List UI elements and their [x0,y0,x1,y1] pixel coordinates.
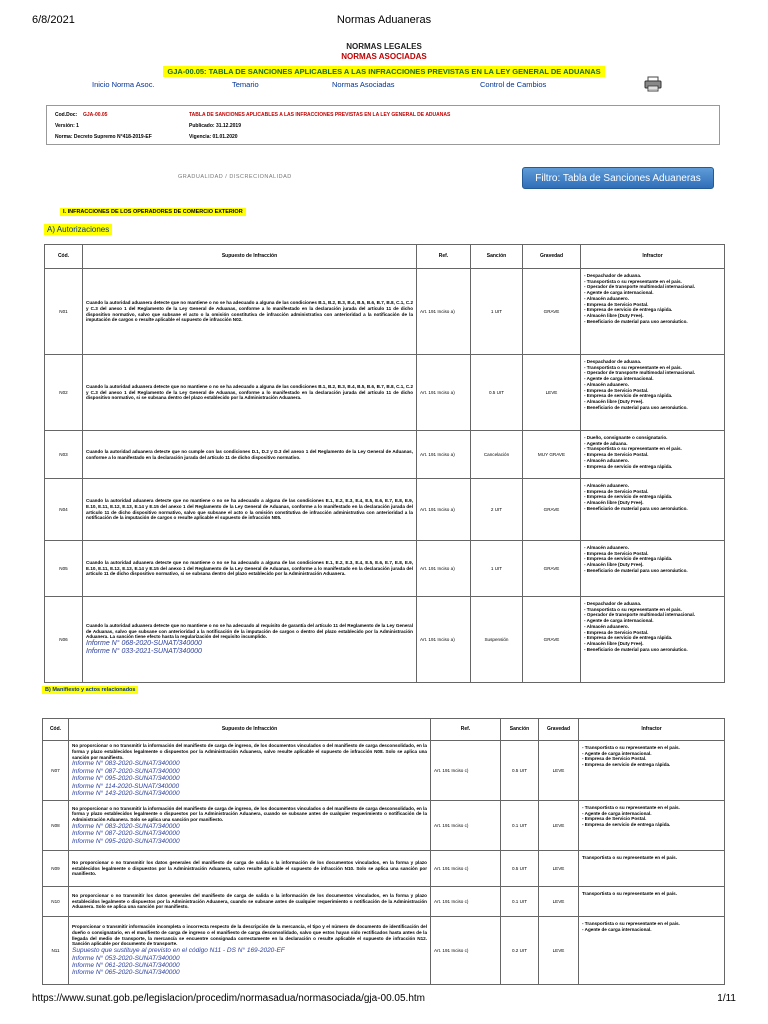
informe-link[interactable]: Informe N° 068-2020-SUNAT/340000 [86,640,202,648]
cell-gravedad [539,917,579,985]
cell-supuesto-text: No proporcionar o no transmitir los datos generales del manifiesto de carga de salida o la información de los documentos vinculados, en la forma y plazo establecidos legalmente o dispuestos por la Administración Aduanera, salvo resulte aplicable el supuesto de infracción N10. Solo se aplica una sanción por manifiesto. [72,859,427,877]
header-normas-legales: NORMAS LEGALES [346,42,422,51]
table-row [45,431,725,479]
section-a-title: A) Autorizaciones [44,224,112,235]
cell-infractor [581,479,725,541]
cell-ref-text: Art. 191 Inciso a) [420,565,455,571]
cell-cod [45,269,83,355]
cell-sancion [471,431,523,479]
cell-ref-text: Art. 191 Inciso c) [434,865,469,871]
col-infractor: Infractor [579,719,725,741]
cell-ref-text: Art. 191 Inciso c) [434,898,469,904]
cell-gravedad-text: LEVE [552,865,565,871]
cell-supuesto [69,887,431,917]
cell-ref-text: Art. 191 Inciso a) [420,451,455,457]
meta-vigencia: Vigencia: 01.01.2020 [189,134,238,140]
cell-gravedad-text: LEVE [552,767,565,773]
cell-sancion-text: Suspensión [484,636,509,642]
informe-link[interactable]: Informe N° 095-2020-SUNAT/340000 [72,775,180,783]
col-cod: Cód. [43,719,69,741]
cell-sancion-text: 0.1 UIT [511,898,528,904]
nav-temario-link[interactable]: Temario [232,80,259,89]
document-header [0,42,768,79]
cell-sancion [471,355,523,431]
cell-gravedad [539,801,579,851]
cell-ref [431,851,501,887]
cell-gravedad-text: LEVE [552,898,565,904]
table-row [45,269,725,355]
cell-gravedad [523,541,581,597]
informe-link[interactable]: Informe N° 053-2020-SUNAT/340000 [72,954,180,962]
cell-ref-text: Art. 191 Inciso c) [434,767,469,773]
cell-sancion [501,851,539,887]
cell-ref-text: Art. 191 Inciso a) [420,636,455,642]
cell-sancion-text: 0.5 UIT [511,865,528,871]
cell-gravedad-text: GRAVE [543,636,560,642]
cell-infractor-text: - Despachador de aduana. - Transportista o su representante en el país. - Operador de transporte multimodal internacional. - Agente de carga internacional. - Almacén aduanero. - Empresa de Servicio Postal. - Empresa de servicio de entrega rápida. - Almacén libre (Duty Free). - Beneficiario de material para uso aeronáutico. [584,601,696,652]
cell-cod [45,597,83,683]
cell-ref-text: Art. 191 Inciso a) [420,308,455,314]
cell-sancion [501,887,539,917]
cell-infractor [579,887,725,917]
meta-cod-label: Cod.Doc: [55,112,78,118]
cell-sancion-text: 0.1 UIT [511,822,528,828]
section-1-title: I. INFRACCIONES DE LOS OPERADORES DE COMERCIO EXTERIOR [60,208,246,216]
cell-infractor [579,917,725,985]
cell-ref [417,269,471,355]
cell-sancion-text: 0.2 UIT [511,947,528,953]
table-row [43,801,725,851]
cell-ref-text: Art. 191 Inciso a) [420,506,455,512]
footer-url[interactable]: https://www.sunat.gob.pe/legislacion/procedim/normasadua/normasociada/gja-00.05.htm [32,993,425,1004]
meta-norma: Norma: Decreto Supremo N°418-2019-EF [55,134,152,140]
cell-sancion-text: 2 UIT [490,506,503,512]
meta-cod-value: GJA-00.05 [83,112,108,118]
informe-link[interactable]: Informe N° 061-2020-SUNAT/340000 [72,961,180,969]
cell-infractor-text: Transportista o su representante en el país. [582,891,677,896]
cell-gravedad [523,597,581,683]
cell-supuesto-text: Cuando la autoridad aduanera detecte que no cumple con las condiciones D.1, D.2 y D.3 del anexo 1 del Reglamento de la Ley General de Aduanas, conforme a lo manifestado en la declaración jurada del artículo 11 de dicho dispositivo normativo. [86,448,413,460]
table-row [43,851,725,887]
cell-gravedad-text: GRAVE [543,565,560,571]
cell-sancion-text: 1 UIT [490,565,503,571]
nav-normas-asociadas-link[interactable]: Normas Asociadas [332,80,395,89]
cell-gravedad [539,741,579,801]
cell-supuesto [69,917,431,985]
informe-link[interactable]: Informe N° 087-2020-SUNAT/340000 [72,767,180,775]
cell-infractor [581,597,725,683]
print-footer [32,993,736,1004]
col-infractor: Infractor [581,245,725,269]
cell-sancion-text: 0.5 UIT [488,389,505,395]
cell-sancion-text: 1 UIT [490,308,503,314]
cell-ref-text: Art. 191 Inciso c) [434,947,469,953]
meta-publicado: Publicado: 31.12.2019 [189,123,241,129]
cell-infractor-text: - Almacén aduanero. - Empresa de Servicio Postal. - Empresa de servicio de entrega rápida. - Almacén libre (Duty Free). - Beneficiario de material para uso aeronáutico. [584,483,688,511]
cell-ref [417,431,471,479]
cell-cod-text: N04 [59,506,68,512]
cell-supuesto [69,851,431,887]
informe-link[interactable]: Informe N° 114-2020-SUNAT/340000 [72,782,180,790]
print-header [32,14,736,30]
cell-gravedad [523,431,581,479]
cell-sancion [471,269,523,355]
informe-link[interactable]: Informe N° 143-2020-SUNAT/340000 [72,790,180,798]
cell-cod-text: N01 [59,308,68,314]
cell-infractor [579,801,725,851]
cell-supuesto-text: No proporcionar o no transmitir la información del manifiesto de carga de ingreso, de los documentos vinculados o del manifiesto de carga desconsolidado, en la forma y plazo establecidos legalmente o dispuestos por la Administración Aduanera, salvo resulte aplicable el supuesto de infracción N08. Solo se aplica una sanción por manifiesto. [72,743,427,760]
table-manifiesto [42,718,725,985]
cell-infractor-text: Transportista o su representante en el país. [582,855,677,860]
table-row [45,541,725,597]
cell-ref [417,479,471,541]
cell-supuesto [83,479,417,541]
informe-link[interactable]: Supuesto que sustituye al previsto en el código N11 - DS N° 169-2020-EF [72,947,285,955]
informe-link[interactable]: Informe N° 095-2020-SUNAT/340000 [72,837,180,845]
table-row [45,597,725,683]
col-supuesto: Supuesto de Infracción [83,245,417,269]
cell-gravedad [539,851,579,887]
header-normas-asociadas: NORMAS ASOCIADAS [341,52,427,61]
col-ref: Ref. [417,245,471,269]
cell-gravedad-text: LEVE [552,947,565,953]
cell-infractor [581,541,725,597]
cell-supuesto [83,431,417,479]
cell-cod-text: N08 [51,822,60,828]
print-date: 6/8/2021 [32,14,75,26]
filter-button[interactable]: Filtro: Tabla de Sanciones Aduaneras [522,167,714,189]
cell-cod-text: N02 [59,389,68,395]
col-cod: Cód. [45,245,83,269]
cell-infractor [581,431,725,479]
cell-supuesto [83,597,417,683]
col-gravedad: Gravedad [539,719,579,741]
cell-supuesto [83,541,417,597]
cell-cod [45,541,83,597]
cell-sancion-text: Cancelación [483,451,510,457]
nav-inicio-link[interactable]: Inicio Norma Asoc. [92,80,155,89]
cell-infractor-text: - Despachador de aduana. - Transportista o su representante en el país. - Operador de transporte multimodal internacional. - Agente de carga internacional. - Almacén aduanero. - Empresa de Servicio Postal. - Empresa de servicio de entrega rápida. - Almacén libre (Duty Free). - Beneficiario de material para uso aeronáutico. [584,273,696,324]
cell-supuesto-text: Cuando la autoridad aduanera detecte que no mantiene o no se ha adecuado a alguna de las condiciones B.1, B.2, B.3, B.4, B.5, B.6, B.7, B.8, C.1, C.2 y C.3 del anexo 1 del Reglamento de la Ley General de Aduanas, conforme a lo manifestado en la declaración jurada del artículo 11 de dicho dispositivo normativo, salvo que subsane el acto o la omisión constitutiva de infracción administrativa con anterioridad a la notificación de la imputación de cargos o resulte aplicable el supuesto de infracción N02. [86,300,413,323]
cell-supuesto-text: Cuando la autoridad aduanera detecte que no mantiene o no se ha adecuado a alguna de las condiciones B.1, B.2, B.3, B.4, B.5, B.6, B.7, B.8, C.1, C.2 y C.3 del anexo 1 del Reglamento de la Ley General de Aduanas, conforme a lo manifestado en la declaración jurada del artículo 11 de dicho dispositivo normativo, si se subsana dentro del plazo establecido por la Administración Aduanera. [86,383,413,401]
cell-cod [45,355,83,431]
cell-supuesto-text: Cuando la autoridad aduanera detecte que no mantiene o no se ha adecuado a alguna de las condiciones E.1, E.2, E.3, E.4, E.5, E.6, E.7, E.8, E.9, E.10, E.11, E.12, E.13, E.14 y E.15 del anexo 1 del Reglamento de la Ley General de Aduanas, conforme a lo manifestado en la declaración jurada del artículo 11 de dicho dispositivo normativo, salvo que subsane el acto o la omisión constitutiva de infracción administrativa con anterioridad a la notificación de la imputación de cargos o resulte aplicable el supuesto de infracción N05. [86,498,413,521]
cell-ref [417,541,471,597]
print-title: Normas Aduaneras [336,14,432,26]
cell-sancion [471,597,523,683]
cell-infractor-text: - Transportista o su representante en el país. - Agente de carga internacional. [582,921,680,932]
cell-infractor-text: - Despachador de aduana. - Transportista o su representante en el país. - Operador de transporte multimodal internacional. - Agente de carga internacional. - Almacén aduanero. - Empresa de Servicio Postal. - Empresa de servicio de entrega rápida. - Almacén libre (Duty Free). - Beneficiario de material para uso aeronáutico. [584,359,696,410]
cell-sancion [501,917,539,985]
cell-sancion [471,479,523,541]
cell-supuesto [69,801,431,851]
informe-link[interactable]: Informe N° 065-2020-SUNAT/340000 [72,969,180,977]
cell-supuesto-text: No proporcionar o no transmitir la información del manifiesto de carga de ingreso, de los documentos vinculados o del manifiesto de carga desconsolidado, en la forma y plazo establecidos legalmente o dispuestos por la Administración Aduanera, cuando se subsane antes de cualquier requerimiento o notificación de la Administración Aduanera. Solo se aplica una sanción por manifiesto. [72,805,427,823]
col-sancion: Sanción [501,719,539,741]
cell-cod [45,431,83,479]
cell-gravedad [539,887,579,917]
meta-version: Versión: 1 [55,123,79,129]
table-row [43,917,725,985]
cell-gravedad [523,269,581,355]
informe-link[interactable]: Informe N° 083-2020-SUNAT/340000 [72,822,180,830]
informe-link[interactable]: Informe N° 087-2020-SUNAT/340000 [72,830,180,838]
cell-cod [43,851,69,887]
cell-cod [43,801,69,851]
cell-cod-text: N06 [59,636,68,642]
cell-ref [417,355,471,431]
cell-supuesto [83,269,417,355]
graduality-label: GRADUALIDAD / DISCRECIONALIDAD [178,174,292,180]
footer-page-number: 1/11 [717,993,736,1004]
col-supuesto: Supuesto de Infracción [69,719,431,741]
cell-supuesto [69,741,431,801]
table-row [43,887,725,917]
col-gravedad: Gravedad [523,245,581,269]
table-autorizaciones [44,244,725,683]
cell-cod [43,887,69,917]
cell-ref [431,801,501,851]
cell-gravedad [523,479,581,541]
informe-link[interactable]: Informe N° 083-2020-SUNAT/340000 [72,760,180,768]
cell-cod-text: N07 [51,767,60,773]
informe-link[interactable]: Informe N° 033-2021-SUNAT/340000 [86,648,202,656]
section-b-title: B) Manifiesto y actos relacionados [42,686,138,694]
cell-ref [431,887,501,917]
cell-gravedad-text: LEVE [545,389,558,395]
cell-infractor-text: - Dueño, consignante o consignatario. - Agente de aduana. - Transportista o su representante en el país. - Empresa de Servicio Postal. - Almacén aduanero. - Empresa de servicio de entrega rápida. [584,435,682,469]
nav-control-cambios-link[interactable]: Control de Cambios [480,80,547,89]
cell-supuesto-text: Proporcionar o transmitir información incompleta o incorrecta respecto de la descripción de la mercancía, el tipo y el número de documento de identificación del dueño o consignatario, en el manifiesto de carga de ingreso o el manifiesto de carga desconsolidado, salvo que estos hayan sido rectificados hasta antes de la llegada del medio de transporte, la mercancía se encuentre consignada correctamente en la declaración o resulte aplicable el supuesto de infracción N12. Sanción aplicable por documento de transporte. [72,924,427,947]
cell-sancion-text: 0.5 UIT [511,767,528,773]
cell-supuesto [83,355,417,431]
cell-gravedad-text: GRAVE [543,308,560,314]
cell-supuesto-text: Cuando la autoridad aduanera detecte que no mantiene o no se ha adecuado a alguna de las condiciones E.1, E.2, E.3, E.4, E.5, E.6, E.7, E.8, E.9, E.10, E.11, E.12, E.13, E.14 y E.15 del anexo 1 del Reglamento de la Ley General de Aduanas, conforme a lo manifestado en la declaración jurada del artículo 11 de dicho dispositivo normativo, si se subsana dentro del plazo establecido por la Administración Aduanera. [86,559,413,577]
cell-infractor-text: - Transportista o su representante en el país. - Agente de carga internacional. - Empresa de Servicio Postal. - Empresa de servicio de entrega rápida. [582,805,680,828]
meta-titulo: TABLA DE SANCIONES APLICABLES A LAS INFRACCIONES PREVISTAS EN LA LEY GENERAL DE ADUANAS [189,112,451,118]
header-document-title: GJA-00.05: TABLA DE SANCIONES APLICABLES A LAS INFRACCIONES PREVISTAS EN LA LEY GENERAL DE ADUANAS [163,66,604,77]
cell-gravedad-text: MUY GRAVE [537,451,566,457]
cell-cod [43,741,69,801]
table-row [43,741,725,801]
table-row [45,479,725,541]
cell-ref [431,917,501,985]
col-ref: Ref. [431,719,501,741]
cell-gravedad [523,355,581,431]
cell-cod-text: N11 [51,947,60,953]
cell-infractor [581,355,725,431]
cell-cod-text: N09 [51,865,60,871]
cell-ref [431,741,501,801]
cell-infractor-text: - Almacén aduanero. - Empresa de Servicio Postal. - Empresa de servicio de entrega rápida. - Almacén libre (Duty Free). - Beneficiario de material para uso aeronáutico. [584,545,688,573]
cell-cod-text: N10 [51,898,60,904]
cell-supuesto-text: No proporcionar o no transmitir los datos generales del manifiesto de carga de salida o la información de los documentos vinculados, en la forma y plazo establecidos legalmente o dispuestos por la Administración Aduanera, cuando se subsane antes de cualquier requerimiento o notificación de la Administración Aduanera. Solo se aplica una sanción por manifiesto. [72,892,427,910]
cell-supuesto-text: Cuando la autoridad aduanera detecte que no mantiene o no se ha adecuado al requisito de garantía del artículo 11 del Reglamento de la Ley General de Aduanas, salvo que subsane con anterioridad a la notificación de la imputación de cargos o dentro del plazo establecido por la Administración Aduanera. La sanción tiene efecto hasta la regularización del requisito incumplido. [86,622,413,640]
cell-cod-text: N05 [59,565,68,571]
printer-icon[interactable] [644,76,662,92]
cell-gravedad-text: LEVE [552,822,565,828]
cell-sancion [501,801,539,851]
cell-sancion [471,541,523,597]
col-sancion: Sanción [471,245,523,269]
cell-cod-text: N03 [59,451,68,457]
cell-cod [45,479,83,541]
nav-bar [92,80,658,92]
cell-sancion [501,741,539,801]
cell-infractor [579,741,725,801]
cell-infractor [579,851,725,887]
cell-ref-text: Art. 191 Inciso c) [434,822,469,828]
cell-gravedad-text: GRAVE [543,506,560,512]
cell-ref [417,597,471,683]
table-row [45,355,725,431]
cell-infractor-text: - Transportista o su representante en el país. - Agente de carga internacional. - Empresa de Servicio Postal. - Empresa de servicio de entrega rápida. [582,745,680,768]
cell-infractor [581,269,725,355]
cell-ref-text: Art. 191 Inciso a) [420,389,455,395]
document-metadata [46,105,720,145]
cell-cod [43,917,69,985]
